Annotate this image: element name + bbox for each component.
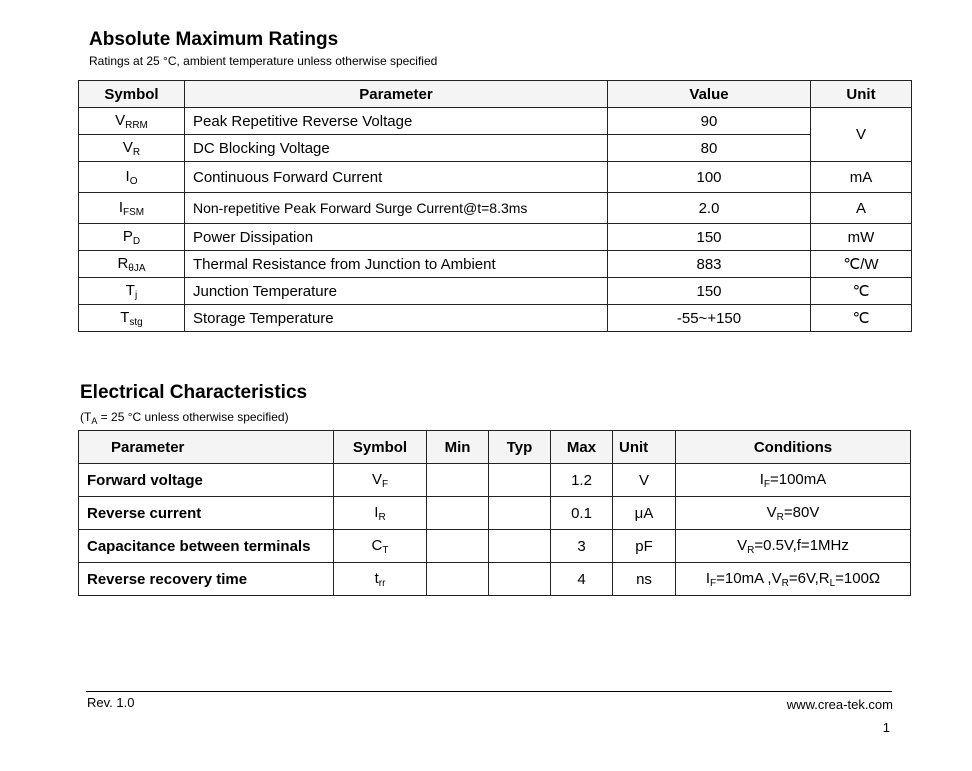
conditions-cell — [676, 497, 911, 530]
min-cell — [427, 563, 489, 596]
condition-subscript: R — [776, 511, 784, 523]
unit-cell: ns — [613, 563, 676, 596]
table-row — [79, 563, 911, 596]
symbol-cell — [334, 530, 427, 563]
symbol-subscript: R — [132, 146, 141, 158]
symbol-cell — [79, 135, 185, 162]
condition-subscript: R — [747, 544, 755, 556]
table-row — [79, 108, 912, 135]
col-header-min: Min — [427, 431, 489, 464]
condition-text: V — [737, 536, 748, 554]
value-cell: 150 — [608, 278, 811, 305]
symbol-text: P — [122, 227, 133, 245]
symbol-text: I — [118, 198, 124, 216]
value-cell: -55~+150 — [608, 305, 811, 332]
symbol-text: I — [125, 167, 130, 185]
typ-cell — [489, 563, 551, 596]
website-label: www.crea-tek.com — [786, 697, 893, 712]
symbol-subscript: O — [129, 175, 138, 187]
col-header-symbol: Symbol — [334, 431, 427, 464]
symbol-cell — [334, 563, 427, 596]
table-row — [79, 224, 912, 251]
col-header-parameter: Parameter — [79, 431, 334, 464]
parameter-cell: Storage Temperature — [185, 305, 608, 332]
table-row — [79, 497, 911, 530]
parameter-cell: Junction Temperature — [185, 278, 608, 305]
symbol-text: T — [125, 281, 135, 299]
condition-subscript: F — [763, 478, 770, 490]
max-cell: 0.1 — [551, 497, 613, 530]
col-header-max: Max — [551, 431, 613, 464]
subtitle-prefix: (T — [80, 410, 92, 424]
absolute-max-table — [78, 80, 912, 332]
parameter-cell: Reverse recovery time — [79, 563, 334, 596]
parameter-cell: Non-repetitive Peak Forward Surge Current@t=8.3ms — [185, 193, 608, 224]
condition-text: =100mA — [769, 470, 827, 488]
condition-text: =0.5V,f=1MHz — [754, 536, 849, 554]
table-row — [79, 305, 912, 332]
table-row — [79, 278, 912, 305]
symbol-cell — [79, 251, 185, 278]
parameter-cell: DC Blocking Voltage — [185, 135, 608, 162]
parameter-cell: Forward voltage — [79, 464, 334, 497]
symbol-subscript: θJA — [128, 262, 146, 274]
col-header-conditions: Conditions — [676, 431, 911, 464]
unit-cell: μA — [613, 497, 676, 530]
table-row — [79, 530, 911, 563]
absolute-max-title: Absolute Maximum Ratings — [89, 29, 339, 50]
symbol-text: C — [371, 536, 383, 554]
symbol-subscript: j — [134, 289, 138, 301]
condition-text: I — [705, 569, 711, 587]
page-number: 1 — [882, 720, 890, 735]
min-cell — [427, 464, 489, 497]
typ-cell — [489, 464, 551, 497]
symbol-subscript: F — [381, 478, 389, 490]
table-row — [79, 193, 912, 224]
parameter-cell: Power Dissipation — [185, 224, 608, 251]
table-row — [79, 251, 912, 278]
symbol-cell — [79, 162, 185, 193]
subtitle-subscript: A — [91, 416, 98, 426]
table-row — [79, 162, 912, 193]
col-header-unit: Unit — [811, 81, 912, 108]
parameter-cell: Continuous Forward Current — [185, 162, 608, 193]
unit-cell: ℃ — [811, 278, 912, 305]
symbol-subscript: D — [132, 235, 141, 247]
symbol-subscript: stg — [129, 316, 143, 328]
symbol-subscript: rr — [378, 577, 386, 589]
condition-text: =6V,R — [788, 569, 830, 587]
table-row — [79, 135, 912, 162]
conditions-cell — [676, 563, 911, 596]
symbol-text: V — [122, 138, 133, 156]
symbol-text: V — [115, 111, 126, 129]
conditions-cell — [676, 530, 911, 563]
unit-cell: mW — [811, 224, 912, 251]
electrical-title: Electrical Characteristics — [80, 382, 308, 403]
symbol-text: T — [120, 308, 130, 326]
symbol-text: R — [117, 254, 129, 272]
condition-subscript: R — [781, 577, 789, 589]
symbol-text: I — [374, 503, 379, 521]
value-cell: 100 — [608, 162, 811, 193]
symbol-subscript: FSM — [123, 206, 145, 218]
absolute-max-subtitle: Ratings at 25 °C, ambient temperature unless otherwise specified — [89, 54, 438, 68]
max-cell: 3 — [551, 530, 613, 563]
min-cell — [427, 530, 489, 563]
revision-label: Rev. 1.0 — [87, 695, 135, 710]
symbol-cell — [79, 305, 185, 332]
symbol-cell — [334, 497, 427, 530]
unit-cell: A — [811, 193, 912, 224]
symbol-cell — [79, 193, 185, 224]
col-header-unit: Unit — [613, 431, 676, 464]
condition-subscript: L — [829, 577, 836, 589]
condition-text: I — [759, 470, 764, 488]
table-row — [79, 464, 911, 497]
table-header-row — [79, 81, 912, 108]
max-cell: 1.2 — [551, 464, 613, 497]
unit-cell: V — [613, 464, 676, 497]
symbol-text: V — [371, 470, 382, 488]
symbol-cell — [79, 224, 185, 251]
typ-cell — [489, 530, 551, 563]
max-cell: 4 — [551, 563, 613, 596]
condition-subscript: F — [710, 577, 717, 589]
table-header-row — [79, 431, 911, 464]
value-cell: 80 — [608, 135, 811, 162]
footer-divider — [86, 691, 892, 692]
col-header-parameter: Parameter — [185, 81, 608, 108]
min-cell — [427, 497, 489, 530]
condition-text: =10mA ,V — [716, 569, 782, 587]
typ-cell — [489, 497, 551, 530]
value-cell: 90 — [608, 108, 811, 135]
electrical-subtitle — [80, 410, 289, 426]
conditions-cell — [676, 464, 911, 497]
symbol-subscript: T — [382, 544, 389, 556]
symbol-cell — [334, 464, 427, 497]
symbol-subscript: RRM — [125, 119, 148, 131]
unit-cell: pF — [613, 530, 676, 563]
symbol-cell — [79, 278, 185, 305]
symbol-text: t — [374, 569, 379, 587]
symbol-cell — [79, 108, 185, 135]
electrical-table-body — [79, 464, 911, 596]
subtitle-suffix: = 25 °C unless otherwise specified) — [97, 410, 289, 424]
col-header-value: Value — [608, 81, 811, 108]
parameter-cell: Capacitance between terminals — [79, 530, 334, 563]
parameter-cell: Reverse current — [79, 497, 334, 530]
condition-text: V — [766, 503, 777, 521]
value-cell: 2.0 — [608, 193, 811, 224]
value-cell: 150 — [608, 224, 811, 251]
symbol-subscript: R — [378, 511, 386, 523]
unit-cell: ℃ — [811, 305, 912, 332]
unit-cell: mA — [811, 162, 912, 193]
parameter-cell: Peak Repetitive Reverse Voltage — [185, 108, 608, 135]
value-cell: 883 — [608, 251, 811, 278]
electrical-table — [78, 430, 911, 596]
col-header-symbol: Symbol — [79, 81, 185, 108]
unit-cell: ℃/W — [811, 251, 912, 278]
parameter-cell: Thermal Resistance from Junction to Ambient — [185, 251, 608, 278]
unit-cell: V — [811, 108, 912, 162]
col-header-typ: Typ — [489, 431, 551, 464]
condition-text: =80V — [783, 503, 820, 521]
condition-text: =100Ω — [835, 569, 881, 587]
